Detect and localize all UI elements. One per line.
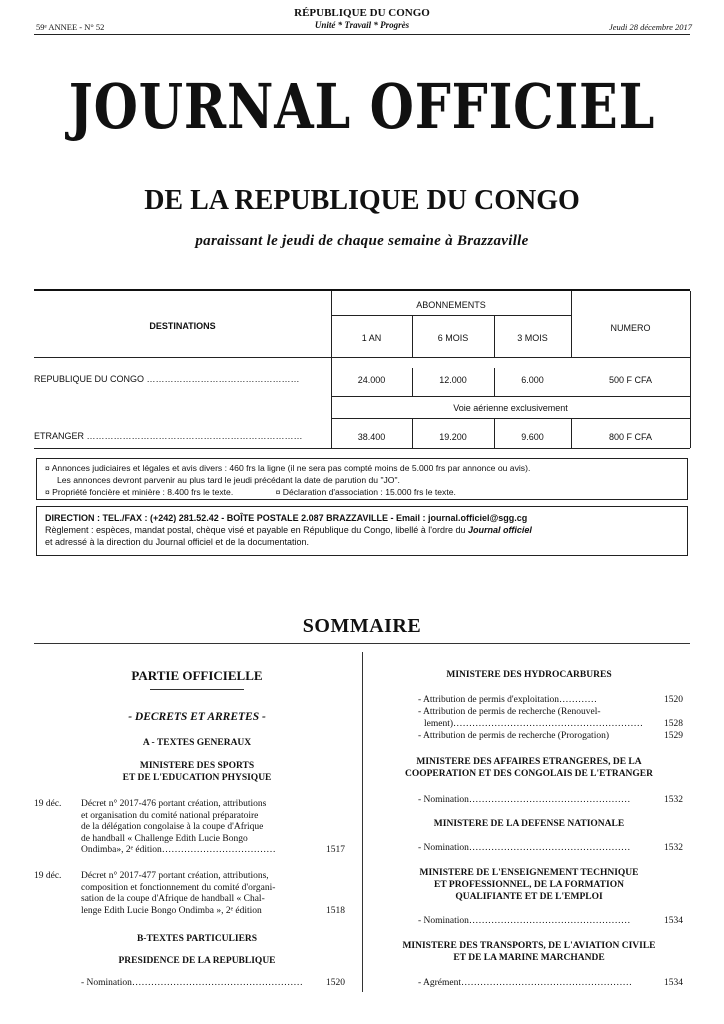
- entry-line: et organisation du comité national préparatoire: [81, 810, 259, 821]
- textes-generaux: A - TEXTES GENERAUX: [142, 738, 252, 748]
- entry-line: Décret n° 2017-476 portant création, attributions: [81, 799, 267, 809]
- nomination-entry: - Nomination……………………………………………: [418, 916, 631, 926]
- notices-box: [36, 458, 688, 500]
- enseignement-heading-2: ET PROFESSIONNEL, DE LA FORMATION: [434, 880, 624, 890]
- header-rule: [34, 34, 690, 35]
- journal-officiel-name: Journal officiel: [468, 525, 532, 535]
- toc-entry: - Attribution de permis de recherche (Prorogation): [418, 731, 609, 741]
- partie-underline: [150, 689, 244, 690]
- price-cell: 19.200: [439, 432, 467, 442]
- entry-page: 1517: [326, 845, 345, 855]
- nomination-entry: - Nomination……………………………………………: [418, 795, 631, 805]
- entry-page: 1534: [664, 978, 683, 988]
- table-rule: [331, 315, 571, 316]
- toc-entry: [81, 799, 321, 857]
- entry-line: composition et fonctionnement du comité d'organi-: [81, 882, 276, 893]
- transports-heading: MINISTERE DES TRANSPORTS, DE L'AVIATION CIVILE: [402, 941, 656, 951]
- entry-page: 1520: [664, 695, 683, 705]
- enseignement-heading-3: QUALIFIANTE ET DE L'EMPLOI: [455, 892, 603, 902]
- table-rule: [34, 448, 690, 449]
- table-rule: [331, 396, 690, 397]
- destination-congo: REPUBLIQUE DU CONGO ……………………………………………: [34, 374, 300, 384]
- period-header: 1 AN: [361, 333, 382, 343]
- affaires-heading: MINISTERE DES AFFAIRES ETRANGERES, DE LA: [416, 757, 642, 767]
- journal-tagline: paraissant le jeudi de chaque semaine à Brazzaville: [195, 233, 529, 249]
- national-motto: Unité * Travail * Progrès: [314, 20, 410, 30]
- abonnements-header: ABONNEMENTS: [416, 300, 486, 310]
- nomination-entry: - Nomination……………………………………………: [418, 843, 631, 853]
- ministere-sports-2: ET DE L'EDUCATION PHYSIQUE: [122, 773, 272, 783]
- reglement-line-2: et adressé à la direction du Journal officiel et de la documentation.: [45, 537, 309, 547]
- price-cell: 24.000: [357, 375, 386, 385]
- table-rule: [34, 357, 690, 358]
- transports-heading-2: ET DE LA MARINE MARCHANDE: [453, 953, 605, 963]
- entry-line: lenge Edith Lucie Bongo Ondimba », 2ᵉ édition: [81, 905, 262, 916]
- contact-box: [36, 506, 688, 556]
- entry-date: 19 déc.: [34, 799, 62, 809]
- price-cell: 9.600: [521, 432, 544, 442]
- table-divider: [690, 291, 691, 448]
- table-top-rule: [34, 289, 690, 291]
- affaires-heading-2: COOPERATION ET DES CONGOLAIS DE L'ETRANGER: [404, 769, 654, 779]
- reglement-text: Règlement : espèces, mandat postal, chèque visé et payable en République du Congo, libellé à l'ordre du: [45, 525, 468, 535]
- toc-entry: - Attribution de permis d'exploitation…………: [418, 695, 598, 705]
- enseignement-heading: MINISTERE DE L'ENSEIGNEMENT TECHNIQUE: [419, 868, 639, 878]
- reglement-line: [45, 524, 679, 536]
- toc-entry: [81, 871, 321, 917]
- entry-page: 1532: [664, 843, 683, 853]
- textes-particuliers: B-TEXTES PARTICULIERS: [136, 934, 258, 944]
- issue-date: Jeudi 28 décembre 2017: [608, 22, 692, 32]
- sommaire-title: SOMMAIRE: [302, 615, 422, 637]
- notice-line-3: [45, 486, 679, 498]
- entry-line: Décret n° 2017-477 portant création, attributions,: [81, 871, 269, 881]
- table-rule: [331, 418, 690, 419]
- sommaire-rule: [34, 643, 690, 644]
- numero-header: NUMERO: [610, 323, 651, 333]
- journal-subtitle: DE LA REPUBLIQUE DU CONGO: [144, 185, 580, 216]
- numero-price: 800 F CFA: [608, 432, 653, 442]
- entry-line: sation de la coupe d'Afrique de handball « Chal-: [81, 894, 265, 904]
- notice-line: Les annonces devront parvenir au plus tard le jeudi précédant la date de parution du "JO".: [57, 475, 400, 485]
- partie-officielle: PARTIE OFFICIELLE: [131, 668, 263, 683]
- entry-page: 1528: [664, 719, 683, 729]
- ministere-sports: MINISTERE DES SPORTS: [139, 761, 255, 771]
- entry-page: 1534: [664, 916, 683, 926]
- hydrocarbures-heading: MINISTERE DES HYDROCARBURES: [446, 670, 612, 680]
- entry-page: 1520: [326, 978, 345, 988]
- presidence-heading: PRESIDENCE DE LA REPUBLIQUE: [118, 956, 276, 966]
- price-cell: 38.400: [357, 432, 386, 442]
- decrets-heading: - DECRETS ET ARRETES -: [128, 711, 266, 723]
- entry-page: 1532: [664, 795, 683, 805]
- entry-line: Ondimba», 2ᵉ édition………………………………: [81, 845, 276, 855]
- toc-entry: lement)……………………………………………………: [424, 719, 644, 729]
- issue-number: 59ᵉ ANNEE - N° 52: [36, 22, 105, 32]
- direction-line: DIRECTION : TEL./FAX : (+242) 281.52.42 - BOÎTE POSTALE 2.087 BRAZZAVILLE - Email : journal.officiel@sgg.cg: [45, 513, 528, 523]
- entry-line: de handball « Challenge Edith Lucie Bongo: [81, 833, 248, 844]
- air-mail-note: Voie aérienne exclusivement: [453, 403, 568, 413]
- notice-association: ¤ Déclaration d'association : 15.000 frs le texte.: [275, 487, 456, 497]
- agrement-entry: - Agrément………………………………………………: [418, 978, 633, 988]
- entry-line: de la délégation congolaise à la coupe d'Afrique: [81, 822, 264, 832]
- defense-heading: MINISTERE DE LA DEFENSE NATIONALE: [433, 819, 625, 829]
- column-divider: [362, 652, 363, 992]
- period-header: 3 MOIS: [517, 333, 548, 343]
- price-cell: 12.000: [439, 375, 467, 385]
- period-header: 6 MOIS: [437, 333, 469, 343]
- toc-entry: - Attribution de permis de recherche (Renouvel-: [418, 707, 601, 717]
- entry-page: 1529: [664, 731, 683, 741]
- republic-name: RÉPUBLIQUE DU CONGO: [294, 7, 430, 19]
- entry-page: 1518: [326, 906, 345, 916]
- entry-date: 19 déc.: [34, 871, 62, 881]
- notice-fonciere: ¤ Propriété foncière et minière : 8.400 frs le texte.: [45, 487, 234, 497]
- numero-price: 500 F CFA: [608, 375, 653, 385]
- journal-title: JOURNAL OFFICIEL: [68, 70, 656, 143]
- destinations-header: DESTINATIONS: [149, 321, 216, 331]
- price-cell: 6.000: [521, 375, 544, 385]
- nomination-entry: - Nomination………………………………………………: [81, 978, 303, 988]
- destination-etranger: ETRANGER ………………………………………………………………: [34, 431, 303, 441]
- notice-line: ¤ Annonces judiciaires et légales et avis divers : 460 frs la ligne (il ne sera pas compté moins de 5.000 frs par annonce ou avis).: [45, 463, 531, 473]
